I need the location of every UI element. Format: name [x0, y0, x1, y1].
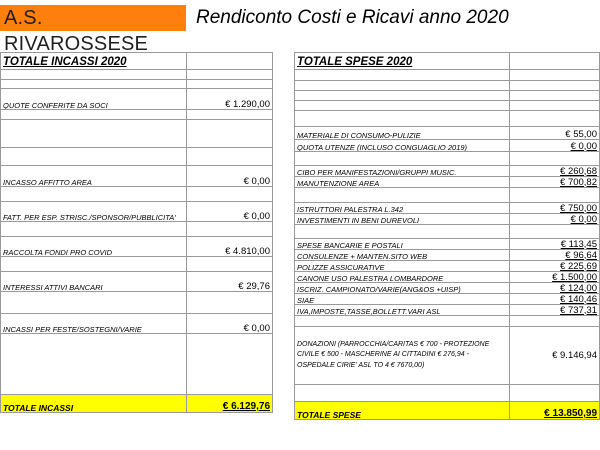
spese-amount: € 113,45: [510, 239, 600, 250]
incassi-amount: € 1.290,00: [187, 89, 273, 110]
incassi-label: FATT. PER ESP. STRISC./SPONSOR/PUBBLICITA': [1, 202, 187, 222]
incassi-total-row: [1, 395, 273, 413]
incassi-table: [0, 52, 273, 413]
incassi-amount: € 4.810,00: [187, 237, 273, 257]
report-title: Rendiconto Costi e Ricavi anno 2020: [196, 7, 509, 28]
spese-label: CIBO PER MANIFESTAZIONI/GRUPPI MUSIC.: [295, 166, 510, 177]
table-row: [295, 283, 600, 294]
spese-total-row: [295, 402, 600, 420]
incassi-label: INCASSI PER FESTE/SOSTEGNI/VARIE: [1, 314, 187, 334]
table-row: [1, 202, 273, 222]
spese-label: INVESTIMENTI IN BENI DUREVOLI: [295, 214, 510, 225]
spese-amount: € 737,31: [510, 305, 600, 316]
spese-table: [294, 52, 600, 420]
spese-header-row: [295, 53, 600, 70]
spese-heading: TOTALE SPESE 2020: [295, 53, 510, 70]
spese-amount: € 0,00: [510, 214, 600, 225]
spese-label: IVA,IMPOSTE,TASSE,BOLLETT.VARI ASL: [295, 305, 510, 316]
table-row: [295, 261, 600, 272]
spese-label: MANUTENZIONE AREA: [295, 177, 510, 188]
incassi-amount: € 0,00: [187, 166, 273, 187]
table-row: [1, 237, 273, 257]
spese-amount: € 225,69: [510, 261, 600, 272]
organization-name: A.S. RIVAROSSESE: [0, 5, 186, 31]
spese-label: MATERIALE DI CONSUMO-PULIZIE: [295, 127, 510, 140]
spese-label: CANONE USO PALESTRA LOMBARDORE: [295, 272, 510, 283]
spese-amount: € 96,64: [510, 250, 600, 261]
table-row: [295, 127, 600, 140]
spese-amount: € 1.500,00: [510, 272, 600, 283]
incassi-total-label: TOTALE INCASSI: [1, 395, 187, 413]
incassi-amount: € 0,00: [187, 314, 273, 334]
spese-amount: € 750,00: [510, 203, 600, 214]
table-row: [1, 314, 273, 334]
incassi-label: INTERESSI ATTIVI BANCARI: [1, 272, 187, 292]
table-row: [295, 294, 600, 305]
table-row: [1, 272, 273, 292]
incassi-heading: TOTALE INCASSI 2020: [1, 53, 187, 70]
spese-label: ISTRUTTORI PALESTRA L.342: [295, 203, 510, 214]
table-row: [295, 177, 600, 188]
spese-amount: € 260,68: [510, 166, 600, 177]
spese-total-label: TOTALE SPESE: [295, 402, 510, 420]
spese-amount: € 124,00: [510, 283, 600, 294]
spese-label: CONSULENZE + MANTEN.SITO WEB: [295, 250, 510, 261]
table-row: [1, 89, 273, 110]
spese-amount: € 140,46: [510, 294, 600, 305]
spese-label: SPESE BANCARIE E POSTALI: [295, 239, 510, 250]
table-row: [295, 214, 600, 225]
table-row: [1, 166, 273, 187]
incassi-header-row: [1, 53, 273, 70]
spese-amount: € 700,82: [510, 177, 600, 188]
spese-amount: € 9.146,94: [510, 327, 600, 385]
incassi-amount: € 29,76: [187, 272, 273, 292]
incassi-label: QUOTE CONFERITE DA SOCI: [1, 89, 187, 110]
incassi-label: RACCOLTA FONDI PRO COVID: [1, 237, 187, 257]
incassi-label: INCASSO AFFITTO AREA: [1, 166, 187, 187]
table-row: [295, 327, 600, 385]
table-row: [295, 239, 600, 250]
incassi-amount: € 0,00: [187, 202, 273, 222]
spese-total-amount: € 13.850,99: [510, 402, 600, 420]
table-row: [295, 250, 600, 261]
table-row: [295, 305, 600, 316]
table-row: [295, 166, 600, 177]
spese-label: QUOTA UTENZE (INCLUSO CONGUAGLIO 2019): [295, 140, 510, 152]
spese-amount: € 55,00: [510, 127, 600, 140]
table-row: [295, 203, 600, 214]
table-row: [295, 140, 600, 152]
spese-label: SIAE: [295, 294, 510, 305]
spese-amount: € 0,00: [510, 140, 600, 152]
incassi-total-amount: € 6.129,76: [187, 395, 273, 413]
table-row: [295, 272, 600, 283]
spese-label: POLIZZE ASSICURATIVE: [295, 261, 510, 272]
spese-label: ISCRIZ. CAMPIONATO/VARIE(ANG&OS +UISP): [295, 283, 510, 294]
spese-label: DONAZIONI (PARROCCHIA/CARITAS € 700 - PROTEZIONE CIVILE € 500 - MASCHERINE AI CITTADINI € 276,94 - OSPEDALE CIRIE' ASL TO 4 € 7670,00): [295, 327, 510, 385]
